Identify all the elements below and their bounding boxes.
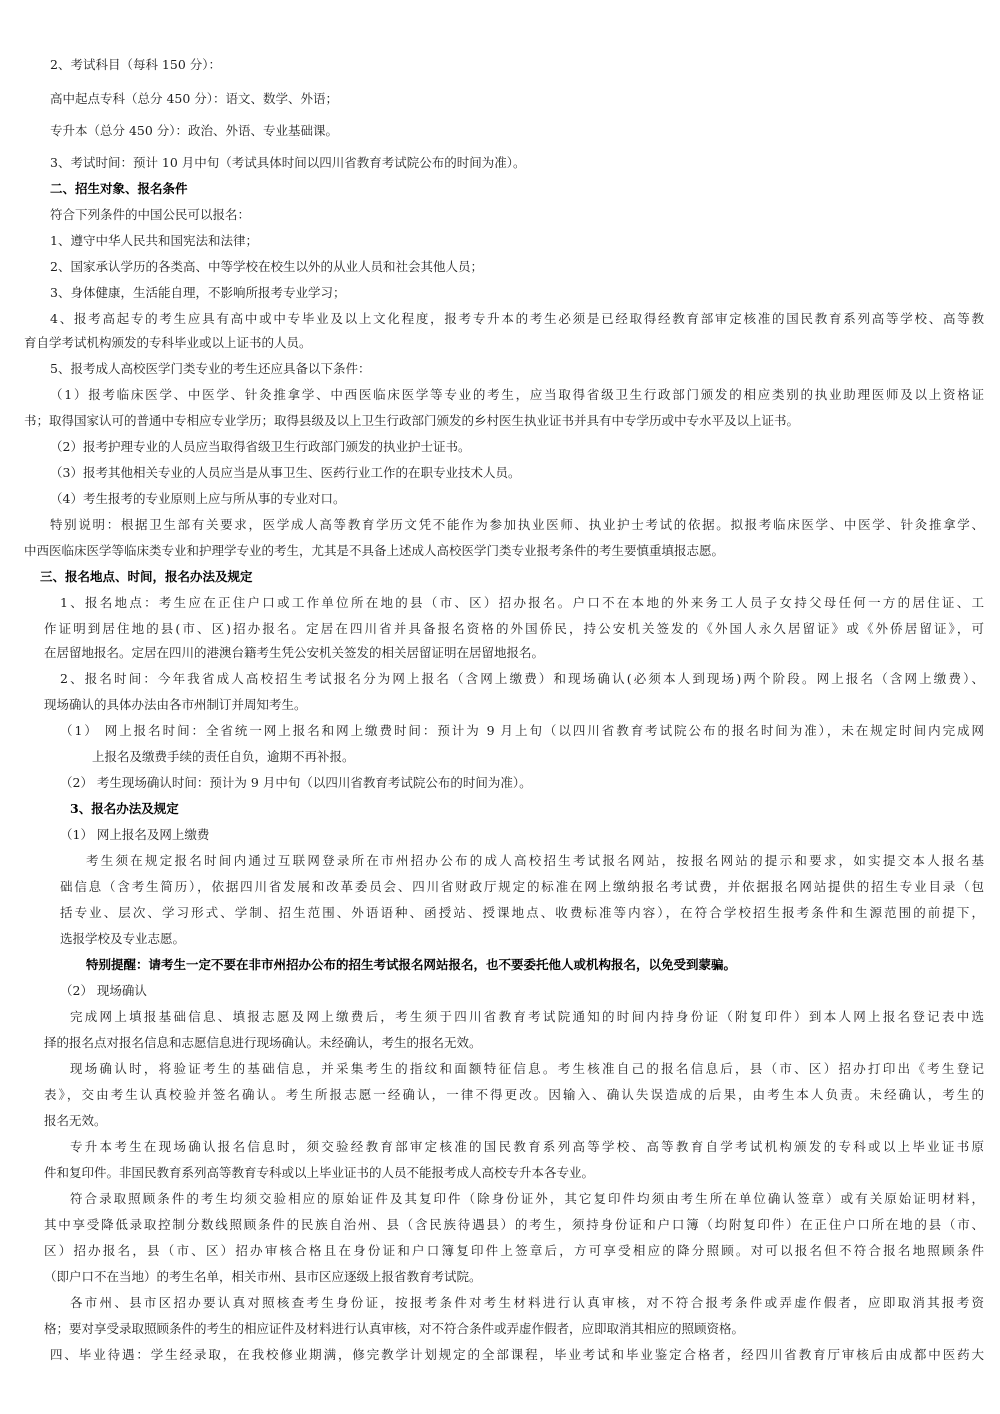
text-line: 符合录取照顾条件的考生均须交验相应的原始证件及其复印件（除身份证外，其它复印件均须由考生所在单位确认签章）或有关原始证明材料， — [70, 1191, 984, 1206]
text-line: （即户口不在当地）的考生名单，相关市州、县市区应逐级上报省教育考试院。 — [44, 1269, 482, 1284]
text-line: 育自学考试机构颁发的专科毕业或以上证书的人员。 — [24, 335, 312, 350]
text-line: （2） 现场确认 — [60, 983, 147, 998]
text-line: 格；要对享受录取照顾条件的考生的相应证件及材料进行认真审核，对不符合条件或弄虚作假者，应即取消其相应的照顾资格。 — [44, 1321, 745, 1336]
text-line: 3、身体健康，生活能自理，不影响所报考专业学习； — [50, 285, 346, 300]
text-line: （2）报考护理专业的人员应当取得省级卫生行政部门颁发的执业护士证书。 — [50, 439, 471, 454]
text-line: （3）报考其他相关专业的人员应当是从事卫生、医药行业工作的在职专业技术人员。 — [50, 465, 521, 480]
text-line: 专升本（总分 450 分）：政治、外语、专业基础课。 — [50, 123, 339, 138]
text-line: 报名无效。 — [44, 1113, 107, 1128]
text-line: 括专业、层次、学习形式、学制、招生范围、外语语种、函授站、授课地点、收费标准等内容），在符合学校招生报考条件和生源范围的前提下， — [60, 905, 984, 920]
text-line: 现场确认的具体办法由各市州制订并周知考生。 — [44, 697, 307, 712]
text-line: 择的报名点对报名信息和志愿信息进行现场确认。未经确认，考生的报名无效。 — [44, 1035, 482, 1050]
text-line: 上报名及缴费手续的责任自负，逾期不再补报。 — [92, 749, 355, 764]
text-line: 表》，交由考生认真校验并签名确认。考生所报志愿一经确认，一律不得更改。因输入、确认失误造成的后果，由考生本人负责。未经确认，考生的 — [44, 1087, 984, 1102]
text-line: 中西医临床医学等临床类专业和护理学专业的考生，尤其是不具备上述成人高校医学门类专业报考条件的考生要慎重填报志愿。 — [24, 543, 725, 558]
text-line: 各市州、县市区招办要认真对照核查考生身份证，按报考条件对考生材料进行认真审核，对不符合报考条件或弄虚作假者，应即取消其报考资 — [70, 1295, 984, 1310]
text-line: 础信息（含考生简历），依据四川省发展和改革委员会、四川省财政厅规定的标准在网上缴纳报名考试费，并依据报名网站提供的招生专业目录（包 — [60, 879, 984, 894]
text-line: 2、考试科目（每科 150 分）： — [50, 57, 222, 72]
text-line: （4）考生报考的专业原则上应与所从事的专业对口。 — [50, 491, 346, 506]
text-line: 现场确认时，将验证考生的基础信息，并采集考生的指纹和面额特征信息。考生核准自己的报名信息后，县（市、区）招办打印出《考生登记 — [70, 1061, 984, 1076]
section-heading: 二、招生对象、报名条件 — [50, 181, 188, 196]
text-line: 区）招办报名，县（市、区）招办审核合格且在身份证和户口簿复印件上签章后，方可享受相应的降分照顾。对可以报名但不符合报名地照顾条件 — [44, 1243, 984, 1258]
text-line: 在居留地报名。定居在四川的港澳台籍考生凭公安机关签发的相关居留证明在居留地报名。 — [44, 645, 545, 660]
text-line: 高中起点专科（总分 450 分）：语文、数学、外语； — [50, 91, 339, 106]
text-line: 1、报名地点：考生应在正住户口或工作单位所在地的县（市、区）招办报名。户口不在本地的外来务工人员子女持父母任何一方的居住证、工 — [60, 595, 984, 610]
text-line: 件和复印件。非国民教育系列高等教育专科或以上毕业证书的人员不能报考成人高校专升本各专业。 — [44, 1165, 595, 1180]
section-heading: 3、报名办法及规定 — [70, 801, 179, 816]
text-line: 其中享受降低录取控制分数线照顾条件的民族自治州、县（含民族待遇县）的考生，须持身份证和户口簿（均附复印件）在正住户口所在地的县（市、 — [44, 1217, 984, 1232]
special-reminder: 特别提醒：请考生一定不要在非市州招办公布的招生考试报名网站报名，也不要委托他人或机构报名，以免受到蒙骗。 — [86, 957, 737, 972]
section-heading-graduation: 四、毕业待遇：学生经录取，在我校修业期满，修完教学计划规定的全部课程，毕业考试和毕业鉴定合格者，经四川省教育厅审核后由成都中医药大 — [50, 1347, 984, 1362]
text-line: 符合下列条件的中国公民可以报名： — [50, 207, 251, 222]
text-line: （2） 考生现场确认时间：预计为 9 月中旬（以四川省教育考试院公布的时间为准）。 — [60, 775, 532, 790]
text-line: 5、报考成人高校医学门类专业的考生还应具备以下条件： — [50, 361, 371, 376]
text-line: 2、报名时间：今年我省成人高校招生考试报名分为网上报名（含网上缴费）和现场确认(必须本人到现场)两个阶段。网上报名（含网上缴费）、 — [60, 671, 984, 686]
text-line: 考生须在规定报名时间内通过互联网登录所在市州招办公布的成人高校招生考试报名网站，按报名网站的提示和要求，如实提交本人报名基 — [86, 853, 984, 868]
special-note: 特别说明：根据卫生部有关要求，医学成人高等教育学历文凭不能作为参加执业医师、执业护士考试的依据。拟报考临床医学、中医学、针灸推拿学、 — [50, 517, 984, 532]
text-line: 选报学校及专业志愿。 — [60, 931, 186, 946]
section-heading: 三、报名地点、时间，报名办法及规定 — [40, 569, 253, 584]
text-line: 完成网上填报基础信息、填报志愿及网上缴费后，考生须于四川省教育考试院通知的时间内持身份证（附复印件）到本人网上报名登记表中选 — [70, 1009, 984, 1024]
text-line: 4、报考高起专的考生应具有高中或中专毕业及以上文化程度，报考专升本的考生必须是已经取得经教育部审定核准的国民教育系列高等学校、高等教 — [50, 311, 984, 326]
text-line: 书；取得国家认可的普通中专相应专业学历；取得县级及以上卫生行政部门颁发的乡村医生执业证书并具有中专学历或中专水平及以上证书。 — [24, 413, 800, 428]
text-line: 1、遵守中华人民共和国宪法和法律； — [50, 233, 258, 248]
text-line: （1） 网上报名时间：全省统一网上报名和网上缴费时间：预计为 9 月上旬（以四川省教育考试院公布的报名时间为准），未在规定时间内完成网 — [60, 723, 984, 738]
text-line: 专升本考生在现场确认报名信息时，须交验经教育部审定核准的国民教育系列高等学校、高等教育自学考试机构颁发的专科或以上毕业证书原 — [70, 1139, 984, 1154]
text-line: 作证明到居住地的县(市、区)招办报名。定居在四川省并具备报名资格的外国侨民，持公安机关签发的《外国人永久居留证》或《外侨居留证》，可 — [44, 621, 984, 636]
text-line: 3、考试时间：预计 10 月中旬（考试具体时间以四川省教育考试院公布的时间为准）。 — [50, 155, 526, 170]
text-line: 2、国家承认学历的各类高、中等学校在校生以外的从业人员和社会其他人员； — [50, 259, 483, 274]
text-line: （1） 网上报名及网上缴费 — [60, 827, 210, 842]
text-line: （1）报考临床医学、中医学、针灸推拿学、中西医临床医学等专业的考生，应当取得省级卫生行政部门颁发的相应类别的执业助理医师及以上资格证 — [50, 387, 984, 402]
